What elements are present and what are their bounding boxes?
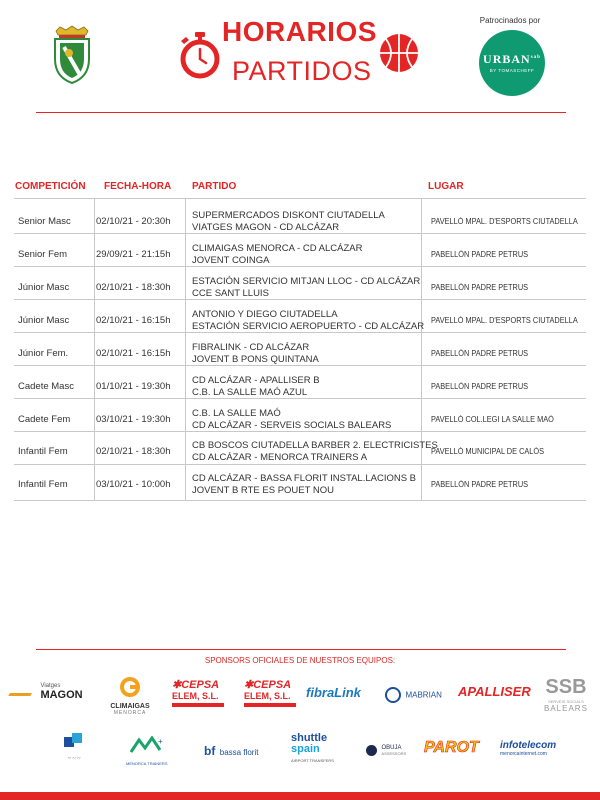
table-col-divider [94, 198, 95, 500]
cell-fecha-hora: 02/10/21 - 16:15h [96, 315, 171, 326]
urban-logo-sup: sab [530, 55, 541, 60]
cell-competicion: Infantil Fem [18, 479, 68, 490]
signature-logo: ~ ~ ~ [50, 733, 98, 762]
cell-partido-local: CD ALCÁZAR - APALLISER B [192, 375, 320, 386]
table-row-rule [14, 233, 586, 234]
cell-competicion: Cadete Masc [18, 381, 74, 392]
cell-partido-local: CLIMAIGAS MENORCA - CD ALCÁZAR [192, 243, 363, 254]
col-competicion: COMPETICIÓN [15, 181, 86, 192]
mabrian-logo [385, 686, 442, 704]
cell-competicion: Senior Masc [18, 216, 71, 227]
climaigas-logo-text: CLIMAIGAS [110, 703, 150, 710]
cell-partido-local: CD ALCÁZAR - BASSA FLORIT INSTAL.LACIONS B [192, 473, 417, 484]
cell-lugar: PABELLÓN PADRE PETRUS [431, 349, 529, 358]
cepsa-logo-sub: ELEM, S.L. [244, 691, 291, 701]
cell-competicion: Júnior Fem. [18, 348, 69, 359]
cell-partido-local: SUPERMERCADOS DISKONT CIUTADELLA [192, 210, 385, 221]
shuttle-logo-text2: spain [291, 743, 320, 755]
infotelecom-logo [500, 741, 556, 759]
table-row-rule [14, 299, 586, 300]
trainers-mark-icon [130, 736, 164, 756]
cell-partido-visitante: CD ALCÁZAR - SERVEIS SOCIALS BALEARS [192, 420, 392, 431]
cell-lugar: PAVELLÓ MPAL. D'ESPORTS CIUTADELLA [431, 217, 578, 226]
table-row-rule [14, 398, 586, 399]
cell-partido-local: ANTONIO Y DIEGO CIUTADELLA [192, 309, 338, 320]
cell-lugar: PABELLÓN PADRE PETRUS [431, 382, 529, 391]
viatges-magon-logo [12, 683, 83, 701]
cell-partido-local: C.B. LA SALLE MAÓ [192, 408, 281, 419]
mabrian-logo-text: MABRIAN [405, 690, 442, 700]
table-row-rule [14, 266, 586, 267]
cell-competicion: Júnior Masc [18, 282, 70, 293]
cell-partido-visitante: VIATGES MAGON - CD ALCÁZAR [192, 222, 340, 233]
cell-lugar: PAVELLÓ COL.LEGI LA SALLE MAÓ [431, 415, 554, 424]
trainers-logo-text: MENORCA TRAINERS [126, 761, 168, 766]
cell-fecha-hora: 03/10/21 - 10:00h [96, 479, 171, 490]
cepsa-logo-1: ✱CEPSA ELEM, S.L. [172, 678, 226, 707]
cepsa-logo-sub: ELEM, S.L. [172, 691, 219, 701]
cell-partido-visitante: CD ALCÁZAR - MENORCA TRAINERS A [192, 452, 368, 463]
cell-lugar: PAVELLÓ MPAL. D'ESPORTS CIUTADELLA [431, 316, 578, 325]
page-title-horarios: HORARIOS [222, 16, 377, 47]
climaigas-mark-icon [119, 676, 141, 698]
cell-partido-visitante: CCE SANT LLUIS [192, 288, 269, 299]
obuja-logo-text: OBUJA [381, 744, 402, 751]
cell-partido-visitante: JOVENT COINGA [192, 255, 270, 266]
header-divider [36, 112, 566, 113]
obuja-logo-sub: ASSESSORS [381, 750, 407, 756]
cell-partido-visitante: ESTACIÓN SERVICIO AEROPUERTO - CD ALCÁZAR [192, 321, 425, 332]
urban-logo-text: URBAN [483, 52, 531, 66]
cell-partido-visitante: JOVENT B RTE ES POUET NOU [192, 485, 335, 496]
cell-competicion: Senior Fem [18, 249, 68, 260]
urban-sponsor-logo [479, 30, 545, 96]
svg-text:+: + [157, 737, 163, 746]
col-partido: PARTIDO [192, 181, 237, 192]
cell-fecha-hora: 02/10/21 - 16:15h [96, 348, 171, 359]
bottom-accent-band [0, 792, 600, 800]
cepsa-logo-text: CEPSA [253, 679, 292, 691]
bassa-florit-logo: bf bassa florit [204, 744, 259, 758]
parot-logo: PAROT [424, 739, 479, 756]
menorca-trainers-logo [126, 736, 168, 766]
club-crest-logo [50, 25, 94, 85]
cell-lugar: PABELLÓN PADRE PETRUS [431, 283, 529, 292]
table-row-rule [14, 431, 586, 432]
infotelecom-logo-sub: menorcainternet.com [500, 751, 547, 757]
cell-lugar: PABELLÓN PADRE PETRUS [431, 250, 529, 259]
cell-partido-visitante: JOVENT B PONS QUINTANA [192, 354, 319, 365]
shuttle-logo-text: shuttle [291, 732, 328, 744]
bassa-florit-text: bassa florit [219, 748, 259, 757]
col-lugar: LUGAR [428, 181, 464, 192]
climaigas-logo-sub: MENORCA [113, 710, 147, 716]
cell-fecha-hora: 03/10/21 - 19:30h [96, 414, 171, 425]
magon-logo-top: Viatges [40, 683, 61, 689]
stopwatch-icon [178, 31, 222, 79]
magon-logo-text: MAGON [40, 689, 83, 701]
climaigas-logo [102, 676, 158, 716]
table-top-rule [14, 198, 586, 199]
obuja-logo [366, 742, 406, 760]
cell-partido-local: ESTACIÓN SERVICIO MITJAN LLOC - CD ALCÁZAR [192, 276, 421, 287]
table-row-rule [14, 365, 586, 366]
ssb-logo-sub2: BALEARS [544, 704, 588, 713]
cell-fecha-hora: 29/09/21 - 21:15h [96, 249, 171, 260]
ssb-logo [544, 676, 588, 713]
cell-competicion: Cadete Fem [18, 414, 71, 425]
sponsors-title: SPONSORS OFICIALES DE NUESTROS EQUIPOS: [204, 656, 396, 665]
footer-divider [36, 649, 566, 650]
infotelecom-logo-text: infotelecom [500, 740, 557, 751]
ssb-logo-text: SSB [545, 676, 587, 698]
fibralink-logo: fibraLink [306, 685, 361, 700]
sponsor-caption: Patrocinados por [479, 16, 541, 25]
table-row-rule [14, 464, 586, 465]
col-fecha-hora: FECHA-HORA [104, 181, 172, 192]
cell-partido-visitante: C.B. LA SALLE MAÓ AZUL [192, 387, 308, 398]
cell-partido-local: FIBRALINK - CD ALCÁZAR [192, 342, 310, 353]
apalliser-logo: APALLISER [458, 684, 531, 699]
table-row-rule [14, 332, 586, 333]
cell-fecha-hora: 02/10/21 - 18:30h [96, 282, 171, 293]
cell-partido-local: CB BOSCOS CIUTADELLA BARBER 2. ELECTRICISTES [192, 440, 438, 451]
cell-competicion: Infantil Fem [18, 446, 68, 457]
cepsa-logo-2: ✱CEPSA ELEM, S.L. [244, 678, 298, 707]
basketball-icon [378, 32, 420, 74]
urban-logo-sub: BY TOMASCHEFF [489, 68, 535, 73]
cell-lugar: PAVELLÓ MUNICIPAL DE CALÓS [431, 447, 545, 456]
page-title-partidos: PARTIDOS [232, 56, 372, 86]
cepsa-logo-text: CEPSA [181, 679, 220, 691]
shuttle-spain-logo [291, 733, 334, 766]
cell-fecha-hora: 02/10/21 - 20:30h [96, 216, 171, 227]
cell-fecha-hora: 02/10/21 - 18:30h [96, 446, 171, 457]
square-mark-icon [64, 733, 84, 751]
table-col-divider [185, 198, 186, 500]
table-row-rule [14, 500, 586, 501]
cell-competicion: Júnior Masc [18, 315, 70, 326]
table-col-divider [421, 198, 422, 500]
ssb-logo-sub1: SERVEIS SOCIALS [548, 699, 584, 704]
shuttle-logo-sub: AIRPORT TRANSFERS [291, 758, 334, 763]
cell-fecha-hora: 01/10/21 - 19:30h [96, 381, 171, 392]
cell-lugar: PABELLÓN PADRE PETRUS [431, 480, 529, 489]
